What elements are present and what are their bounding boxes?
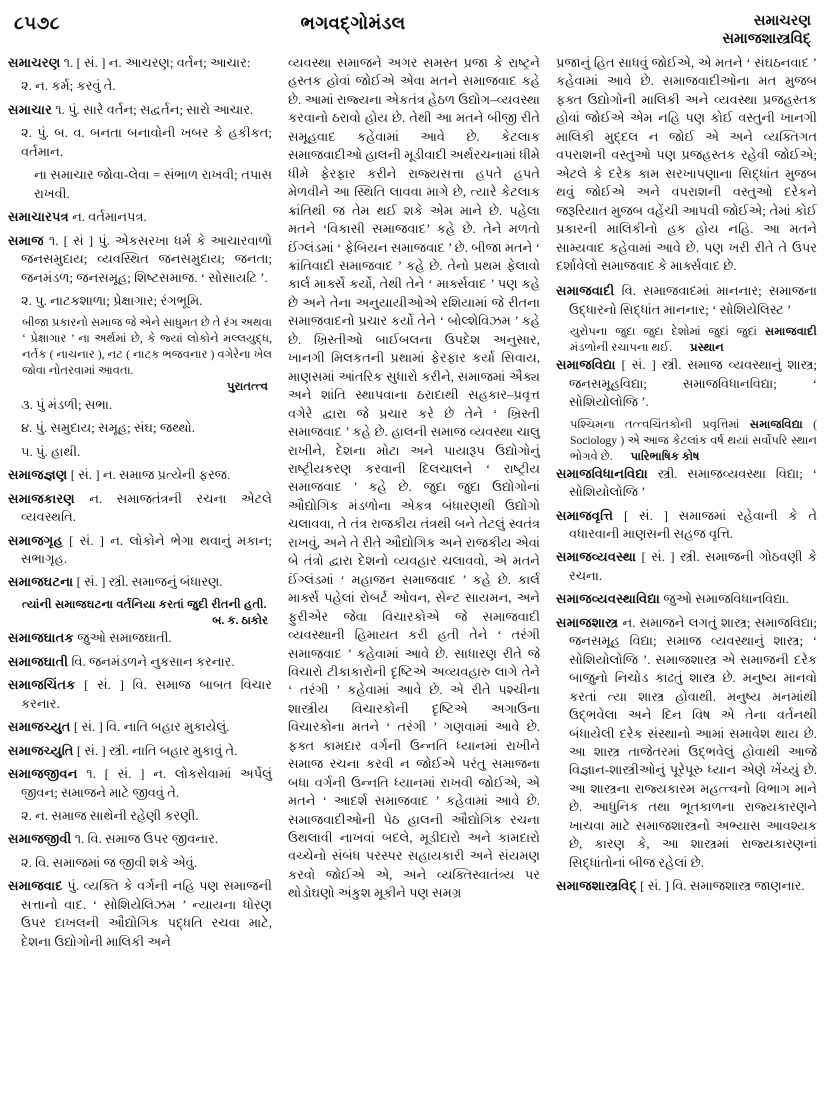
entry-sense: ૨. ન. સમાજ સાથેની રહેણી કરણી. xyxy=(21,807,199,823)
entry-headword: સમાજશાસ્ત્રવિદ્ xyxy=(556,878,637,894)
entry-sense: [ સં. ] ન. સમાજ પ્રત્યેની ફરજ. xyxy=(67,467,231,483)
entry-sense: ૧. [ સં. ] ન. લોકસેવામાં અર્પેલું જીવન; સમાજને માટે જીવવું તે. xyxy=(21,766,272,800)
entry-headword: સમાજકારણ xyxy=(8,490,75,506)
dictionary-entry xyxy=(8,742,272,760)
entry-sense: ૧. [ સં ] પું. એકસરખા ધર્મ કે આચારવાળો જનસમુદાય; વ્યવસ્થિત જનસમુદાય; જનતા; જનમંડળ; જનસમૂહ; શિષ્ટસમાજ. ‘ સોસાયટિ ’. xyxy=(21,232,272,285)
entry-sense: [ સં. ] સ્ત્રી. સમાજની ગોઠવણી કે રચના. xyxy=(569,549,817,583)
dictionary-entry xyxy=(8,765,272,802)
dictionary-entry xyxy=(556,507,817,544)
entry-headword: સમાજચ્યુતિ xyxy=(8,742,74,758)
dictionary-entry xyxy=(8,676,272,713)
entry-sense: [ સં. ] વિ. નાતિ બહાર મુકાયેલું. xyxy=(70,719,230,735)
dictionary-entry xyxy=(8,629,272,647)
entry-quotation-suffix: મંડળોની રચાપના થઈ. xyxy=(570,341,673,355)
entry-idiom xyxy=(8,166,272,203)
entry-headword: સમાજઘાતી xyxy=(8,653,69,669)
entry-sense-line xyxy=(8,77,272,95)
entry-headword: સમાજવિધાનવિદ્યા xyxy=(556,465,648,481)
entry-sense: ન. સમાજતંત્રની રચના એટલે વ્યવસ્થતિ. xyxy=(21,490,272,525)
entry-sense: [ સં. ] સમાજમાં રહેવાની કે તે વધારવાની માણસની સહજ વૃત્તિ. xyxy=(569,507,817,541)
entry-headword: સમાજ xyxy=(8,232,44,248)
dictionary-entry xyxy=(556,614,817,872)
dictionary-entry xyxy=(8,101,272,119)
page-columns xyxy=(8,54,817,1106)
entry-headword: સમાજવાદી xyxy=(556,283,615,299)
entry-quotation xyxy=(8,597,272,613)
entry-citation-source: પારિભાષિક કોષ xyxy=(630,449,700,463)
dictionary-entry xyxy=(8,208,272,226)
dictionary-entry xyxy=(8,830,272,848)
entry-continuation-paragraph: વ્યવસ્થા સમાજને અગર સમસ્ત પ્રજા કે રાષ્ટ્રને હસ્તક હોવાં જોઈએ એવા મતને સમાજવાદ કહે છે. આમાં રાજ્યના એકતંત્ર હેઠળ ઉદ્યોગ–વ્યવસ્થા કરવાનો ઠરાવો હોય છે. તેથી આ મતને બીજી રીતે સમૂહવાદ કહેવામાં આવે છે. કેટલાક સમાજવાદીઓ હાલની મૂડીવાદી અર્થરચનામાં ધીમે ધીમે ફેરફાર કરીને રાજ્યસત્તા હપતે હપતે મેળવીને આ સ્થિતિ લાવવા માગે છે, ત્યારે કેટલાક ક્રાંતિથી જ તેમ થઈ શકે એમ માને છે. પહેલા મતને ‘વિકાસી સમાજવાદ’ કહે છે. તેને મળતો ઈંગ્લંડમાં ‘ ફેબિયન સમાજવાદ ’ છે. બીજા મતને ‘ ક્રાંતિવાદી સમાજવાદ ’ કહે છે. તેનો પ્રથમ ફેલાવો કાર્લ માર્ક્સે કર્યો, તેથી તેને ‘ માર્ક્સવાદ ’ પણ કહે છે અને તેના અનુયાયીઓએ રશિયામાં જે રીતના સમાજવાદનો પ્રચાર કર્યો તેને ‘ બોલ્શેવિઝમ ’ કહે છે. ખ્રિસ્તીઓ બાઈબલના ઉપદેશ અનુસાર, ખાનગી મિલકતની પ્રથામાં ફેરફાર કર્યા સિવાય, માણસમાં આંતરિક સુધારો કરીને, સમાજમાં ઐક્ય અને શાંતિ સ્થાપવાના ઠરાદાથી સહકાર–પ્રવૃત્ત વગેરે દ્વારા જે પ્રચાર કરે છે તેને ‘ ખ્રિસ્તી સમાજવાદ ’ કહે છે. હાલની સમાજ વ્યવસ્થા ચાલુ રાખીને, દેશના મોટા અને પાયારૂપ ઉદ્યોગોનું રાષ્ટ્રીયકરણ કરવાની દિલચાલને ‘ રાષ્ટ્રીય સમાજવાદ ’ કહે છે. જુદા જુદા ઉદ્યોગોનાં ઔદ્યોગિક મંડળોના એકત્ર બંધારણથી ઉદ્યોગો ચલાવવા, તે તંત્ર રાજકીય તંત્રથી બને તેટલું સ્વતંત્ર રાખવું, અને તે રીતે ઔદ્યોગિક અને રાજકીય એવાં બે તંત્રો દ્વારા દેશનો વ્યવહાર ચલાવવો, એ મતને ઈંગ્લંડમાં ‘ મહાજન સમાજવાદ ’ કહે છે. કાર્લ માર્ક્સ પહેલાં રોબર્ટ ઓવન, સેન્ટ સાયમન, અને ફુરીએર જેવા વિચારકોએ જે સમાજવાદી વ્યવસ્થાની હિમાયત કરી હતી તેને ‘ તરંગી સમાજવાદ ’ કહેવામાં આવે છે. સાધારણ રીતે જે વિચારો ટીકાકારોની દૃષ્ટિએ અવ્યવહારુ લાગે તેને ‘ તરંગી ’ કહેવામાં આવે છે. એ રીતે પશ્ચીના શાસ્ત્રીય વિચારકોની દૃષ્ટિએ અગાઉના વિચારકોના મતને ‘ તરંગી ’ ગણવામાં આવે છે. ફક્ત કામદાર વર્ગની ઉન્નતિ ધ્યાનમાં રાખીને સમાજ રચના કરવી ન જોઈએ પરંતુ સમાજના બધા વર્ગની ઉન્નતિ ધ્યાનમાં રાખવી જોઈએ, એ મતને ‘ આદર્શ સમાજવાદ ’ કહેવામાં આવે છે. સમાજવાદીઓની પેઠ હાલની ઔદ્યોગિક રચના ઉથલાવી નાખવાં બદલે, મૂડીદારો અને કામદારો વચ્ચેનો સંબંધ પરસ્પર સહાયકારી અને સંયમણ કરવો જોઈએ એ, અને વ્યક્તિસ્વાતંત્ર્ય પર થોડોઘણો અંકુશ મૂકીને પણ સમગ્ર xyxy=(288,55,540,901)
entry-sense-line xyxy=(8,292,272,310)
entry-headword: સમાજચ્યુત xyxy=(8,719,71,735)
entry-sense: [ સં. ] સ્ત્રી. સમાજનું બંધારણ. xyxy=(73,574,223,590)
entry-quotation xyxy=(8,315,272,379)
entry-sense: ન. વર્તમાનપત્ર. xyxy=(68,209,147,225)
entry-sense-line xyxy=(8,854,272,872)
entry-quotation-prefix: યુરોપના જુદા જુદા દેશોમાં જુદાં જુદાં xyxy=(570,325,765,339)
entry-headword: સમાજગૃહ xyxy=(8,532,63,548)
running-head-last-entry: સમાજશાસ્ત્રવિદ્ xyxy=(722,31,811,48)
entry-headword: સમાજજીવી xyxy=(8,831,72,847)
dictionary-entry xyxy=(8,54,272,72)
entry-sense: ૧. વિ. સમાજ ઉપર જીવનાર. xyxy=(71,831,219,847)
dictionary-entry xyxy=(8,718,272,736)
entry-sense: ૪. પું. સમુદાય; સમૂહ; સંઘ; જથ્થો. xyxy=(21,420,196,436)
entry-headword: સમાજવ્યવસ્થાવિદ્યા xyxy=(556,591,660,607)
entry-quotation-suffix: ( Sociology ) એ આજ કેટલાંક વર્ષ થયાં સર્વોપરિ સ્થાન ભોગવે છે. xyxy=(570,417,817,463)
dictionary-entry xyxy=(556,465,817,502)
entry-headword: સમાજવ્યવસ્થા xyxy=(556,549,637,565)
entry-sense: જુઓ સમાજવિધાનવિદ્યા. xyxy=(659,591,789,607)
entry-headword: સમાજઘાતક xyxy=(8,630,74,646)
entry-quotation-headword: સમાજવિદ્યા xyxy=(749,417,803,431)
running-head xyxy=(8,10,817,54)
page-folio-number: ૮૫૭૮ xyxy=(14,13,61,33)
entry-sense: ૨. ન. કર્મ; કરવું તે. xyxy=(21,78,116,94)
entry-headword: સમાજઘટના xyxy=(8,574,74,590)
entry-sense: પું. વ્યક્તિ કે વર્ગની નહિ પણ સમાજની સત્તાનો વાદ. ‘ સોશિયેલિઝમ ’ ન્યાયના ધોરણ ઉપર દાખલની ઔદ્યોગિક પદ્ધતિ રચવા માટે, દેશના ઉદ્યોગોની માલિકી અને xyxy=(21,878,272,949)
entry-quotation xyxy=(556,324,817,356)
entry-headword: સમાચારપત્ર xyxy=(8,209,69,225)
dictionary-entry xyxy=(8,490,272,527)
entry-sense: [ સં. ] સ્ત્રી. સમાજ વ્યવસ્થાનું શાસ્ત્ર; જનસમૂહવિદ્યા; સમાજવિધાનવિદ્યા; ‘ સોશિયોલોજિ ’. xyxy=(569,357,817,410)
entry-quotation-headword: સમાજવાદી xyxy=(764,325,817,339)
entry-sense: ૧. [ સં. ] ન. આચરણ; વર્તન; આચાર: xyxy=(60,55,251,70)
entry-sense: ૨. વિ. સમાજમાં જ જીવી શકે એવું. xyxy=(21,854,198,870)
running-head-right xyxy=(646,12,811,48)
entry-sense: ૫. પું. હાથી. xyxy=(21,443,81,459)
entry-sense: જુઓ સમાજઘાતી. xyxy=(73,630,172,646)
entry-headword: સમાજજ્ઞણ xyxy=(8,467,68,483)
entry-sense: ન. સમાજને લગતું શાસ્ત્ર; સમાજવિદ્યા; જનસમૂહ વિદ્યા; સમાજ વ્યવસ્થાનું શાસ્ત્ર; ‘ સોશિયોલોજિ ’. સમાજશાસ્ત્ર એ સમાજની દરેક બાજુનો નિચોડ કાઢતું શાસ્ત્ર છે. મનુષ્ય માનવો કરતાં ત્યા શાસ્ત્ર હોવાથી. મનુષ્ય મનમાંથી ઉદ્ભવેલા અને દિન વિષ એ તેના વર્તનથી બંધાયેલી દરેક સંસ્થાનો આમાં સમાવેશ થાય છે. આ શાસ્ત્ર તાજેતરમાં ઉદ્ભવેલું હોવાથી આજે વિજ્ઞાન-શાસ્ત્રીઓનું પૂરેપૂરુ ધ્યાન એણે ખેંચ્યું છે. આ શાસ્ત્રના રાજ્યકારમ મહત્ત્વનો વિભાગ માને છે. આધુનિક તથા ભૂતકાળના રાજ્યકારણને ખાચવા માટે સમાજશાસ્ત્રનો અભ્યાસ આવશ્યક છે, કારણ કે, આ શાસ્ત્રમાં રાજ્યકારણનાં સિદ્ધાંતોનાં બીજ રહેલાં છે. xyxy=(569,614,817,870)
entry-citation-source: પ્રસ્થાન xyxy=(690,341,724,355)
entry-idiom-text: ના સમાચાર જોવા-લેવા = સંભાળ રાખવી; તપાસ રાખવી. xyxy=(34,167,272,201)
entry-sense-line xyxy=(8,124,272,161)
dictionary-entry xyxy=(556,877,817,895)
dictionary-entry xyxy=(556,282,817,319)
dictionary-entry xyxy=(8,573,272,591)
entry-citation-source: પુરાતત્ત્વ xyxy=(227,380,268,394)
entry-quotation-text: ત્યાંની સમાજઘટના વર્તનિયા કરતાં જુદી રીતની હતી. xyxy=(22,597,267,611)
entry-sense: [ સં. ] વિ. સમાજ બાબત વિચાર કરનાર. xyxy=(21,677,272,711)
entry-headword: સમાજવૃત્તિ xyxy=(556,507,614,523)
entry-sense: સ્ત્રી. સમાજવ્યવસ્થા વિદ્યા; ‘ સોશિયોલોજિ ’ xyxy=(569,465,817,500)
book-title: ભગવદ્ગોમંડલ xyxy=(300,13,406,33)
dictionary-entry xyxy=(8,653,272,671)
dictionary-entry xyxy=(8,466,272,484)
entry-headword: સમાજવાદ xyxy=(8,878,63,894)
entry-sense-line xyxy=(8,419,272,437)
dictionary-entry xyxy=(556,356,817,411)
entry-sense: વિ. સમાજવાદમાં માનનાર; સમાજના ઉદ્ધારનો સિદ્ધાંત માનનાર; ‘ સોશિયેલિસ્ટ ’ xyxy=(569,283,817,317)
dictionary-entry xyxy=(8,532,272,569)
entry-headword: સમાજજીવન xyxy=(8,766,78,782)
entry-citation-source: બ. ક. ઠાકોર xyxy=(212,613,268,627)
dictionary-entry xyxy=(556,590,817,608)
entry-quotation-prefix: પશ્ચિમના તત્ત્વચિંતકોની પ્રવૃત્તિમાં xyxy=(570,417,750,431)
entry-quotation-text: બીજા પ્રકારનો સમાજ જે એને સાધુમત છે તે રંગ અથવા ‘ પ્રેક્ષાગાર ’ ના અર્થમાં છે, કે જ્યાં લોકોને મલ્લયુદ્ધ, નર્તક ( નાચનાર ), નટ ( નાટક ભજવનાર ) વગેરેના ખેલ જોવા નોતરવામાં આવતા. xyxy=(22,316,272,378)
entry-sense: [ સં. ] વિ. સમાજશાસ્ત્ર જાણનાર. xyxy=(636,878,805,894)
entry-sense: ૩. પું મંડળી; સભા. xyxy=(21,396,113,412)
entry-sense: ૨. પું. બ. વ. બનતા બનાવોની ખબર કે હકીકત; વર્તમાન. xyxy=(21,125,272,159)
entry-sense-line xyxy=(8,443,272,461)
entry-sense-line xyxy=(8,807,272,825)
dictionary-entry xyxy=(556,548,817,585)
entry-headword: સમાજવિદ્યા xyxy=(556,357,616,373)
entry-headword: સમાચાર xyxy=(8,101,52,117)
entry-sense: ૧. પું. સારે વર્તન; સદ્વર્તન; સારો આચાર. xyxy=(52,101,254,117)
entry-headword: સમાજશાસ્ત્ર xyxy=(556,614,619,630)
dictionary-entry xyxy=(8,877,272,951)
entry-headword: સમાજચિંતક xyxy=(8,677,76,693)
column-3 xyxy=(548,54,817,1106)
entry-sense: [ સં. ] ન. લોકોને ભેગા થવાનું મકાન; સભાગૃહ. xyxy=(21,532,272,566)
column-1 xyxy=(8,54,280,1106)
column-2 xyxy=(280,54,548,1106)
entry-sense: ૨. પુ. નાટકશાળા; પ્રેક્ષાગાર; રંગભૂમિ. xyxy=(21,292,203,308)
entry-sense: વિ. જનમંડળને નુકસાન કરનાર. xyxy=(68,653,235,669)
entry-sense: [ સં. ] સ્ત્રી. નાતિ બહાર મુકાવું તે. xyxy=(73,742,238,758)
running-head-first-entry: સમાચરણ xyxy=(753,13,811,29)
entry-continuation-paragraph: પ્રજાનું હિત સાધવું જોઈએ, એ મતને ‘ સંઘઠનવાદ ’ કહેવામાં આવે છે. સમાજવાદીઓના મત મુજબ ફક્ત ઉદ્યોગોની માલિકી અને વ્યવસ્થા પ્રજહસ્તક હોવાં જોઈએ એમ નહિ પણ કોઈ વસ્તુની ખાનગી માલિકી મુદ્દલ ન જોઈ એ અને વ્યક્તિગત વપરાશની વસ્તુઓ પણ પ્રજહસ્તક રહેવી જોઈએ; એટલે કે દરેક કામ સરખાપણાના સિદ્ધાંત મુજબ થવું જોઈએ અને વપરાશની વસ્તુઓ દરેકને જરૂરિયાત મુજબ વહેંચી આપવી જોઈએ; તેમાં કોઈ પ્રકારની માલિકીનો હક હોય નહિ. આ મતને સામ્યવાદ કહેવામાં આવે છે. પણ ખરી રીતે તે ઉપર દર્શાવેલો સમાજવાદ કે માર્ક્સવાદ છે. xyxy=(556,55,817,273)
dictionary-entry xyxy=(8,232,272,287)
entry-headword: સમાચરણ xyxy=(8,55,61,70)
entry-quotation xyxy=(556,417,817,465)
entry-sense-line xyxy=(8,396,272,414)
